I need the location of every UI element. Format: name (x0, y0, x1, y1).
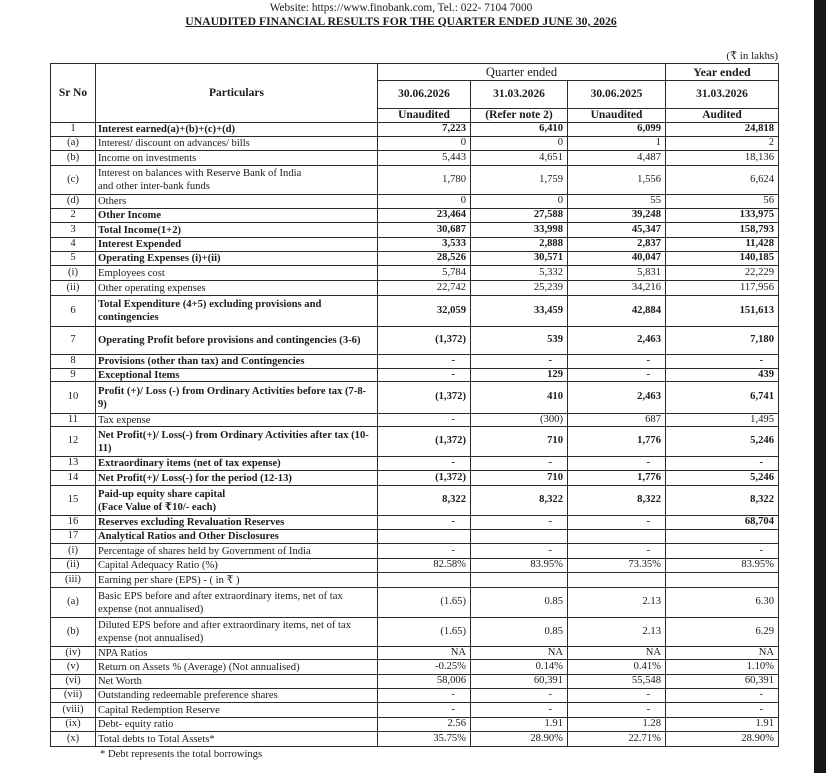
particulars-cell: Return on Assets % (Average) (Not annualised) (96, 660, 378, 675)
value-cell: - (568, 544, 666, 559)
particulars-cell: Other Income (96, 209, 378, 223)
period-date-header: 31.03.2026 (666, 81, 779, 109)
value-cell: 5,831 (568, 266, 666, 281)
sr-no-header: Sr No (51, 64, 96, 123)
value-cell: 439 (666, 369, 779, 382)
sr-no-cell: (i) (51, 266, 96, 281)
value-cell: 0 (378, 195, 471, 209)
value-cell: (300) (471, 414, 568, 427)
sr-no-cell: (a) (51, 588, 96, 618)
value-cell: 5,443 (378, 151, 471, 166)
value-cell: 18,136 (666, 151, 779, 166)
particulars-cell: Basic EPS before and after extraordinary items, net of tax expense (not annualised) (96, 588, 378, 618)
value-cell: - (471, 689, 568, 703)
value-cell: 1,776 (568, 427, 666, 457)
value-cell: - (378, 414, 471, 427)
sr-no-cell: (c) (51, 166, 96, 195)
value-cell: 140,185 (666, 252, 779, 266)
value-cell: 42,884 (568, 296, 666, 327)
value-cell: (1,372) (378, 427, 471, 457)
value-cell: 2.13 (568, 588, 666, 618)
sr-no-cell: (viii) (51, 703, 96, 718)
sr-no-cell: (iv) (51, 647, 96, 660)
value-cell: 27,588 (471, 209, 568, 223)
value-cell: 2 (666, 137, 779, 151)
value-cell: 117,956 (666, 281, 779, 296)
value-cell: 28,526 (378, 252, 471, 266)
value-cell: 6,741 (666, 382, 779, 414)
period-status-header: Unaudited (378, 109, 471, 123)
period-date-header: 30.06.2025 (568, 81, 666, 109)
value-cell: 1.28 (568, 718, 666, 732)
sr-no-cell: (ii) (51, 281, 96, 296)
sr-no-cell: 7 (51, 327, 96, 355)
value-cell: 56 (666, 195, 779, 209)
sr-no-cell: (a) (51, 137, 96, 151)
sr-no-cell: 17 (51, 530, 96, 544)
value-cell: 151,613 (666, 296, 779, 327)
particulars-cell: Interest earned(a)+(b)+(c)+(d) (96, 123, 378, 137)
particulars-cell: Interest on balances with Reserve Bank of India and other inter-bank funds (96, 166, 378, 195)
particulars-cell: Operating Expenses (i)+(ii) (96, 252, 378, 266)
sr-no-cell: (d) (51, 195, 96, 209)
particulars-cell: Provisions (other than tax) and Contingencies (96, 355, 378, 369)
value-cell: 4,651 (471, 151, 568, 166)
value-cell: 55,548 (568, 675, 666, 689)
particulars-cell: Capital Redemption Reserve (96, 703, 378, 718)
value-cell: 7,223 (378, 123, 471, 137)
value-cell: 2,888 (471, 238, 568, 252)
value-cell: 83.95% (666, 559, 779, 573)
sr-no-cell: 9 (51, 369, 96, 382)
value-cell: 22,229 (666, 266, 779, 281)
particulars-cell: Analytical Ratios and Other Disclosures (96, 530, 378, 544)
value-cell (666, 530, 779, 544)
particulars-cell: Exceptional Items (96, 369, 378, 382)
value-cell: 687 (568, 414, 666, 427)
value-cell: 0.41% (568, 660, 666, 675)
value-cell: - (378, 516, 471, 530)
value-cell: 60,391 (471, 675, 568, 689)
value-cell: 710 (471, 427, 568, 457)
value-cell: 133,975 (666, 209, 779, 223)
footnote: * Debt represents the total borrowings (100, 749, 263, 760)
value-cell: - (378, 457, 471, 471)
particulars-cell: Interest Expended (96, 238, 378, 252)
value-cell: 6,624 (666, 166, 779, 195)
value-cell: 1,776 (568, 471, 666, 486)
value-cell: 33,459 (471, 296, 568, 327)
value-cell: 0.14% (471, 660, 568, 675)
value-cell: 0 (378, 137, 471, 151)
value-cell: 1,759 (471, 166, 568, 195)
value-cell: 11,428 (666, 238, 779, 252)
value-cell: - (378, 544, 471, 559)
value-cell: 1.91 (471, 718, 568, 732)
value-cell: (1,372) (378, 471, 471, 486)
particulars-cell: Other operating expenses (96, 281, 378, 296)
value-cell: 8,322 (568, 486, 666, 516)
value-cell: 68,704 (666, 516, 779, 530)
particulars-cell: Debt- equity ratio (96, 718, 378, 732)
value-cell: - (568, 703, 666, 718)
sr-no-cell: (v) (51, 660, 96, 675)
value-cell: - (568, 516, 666, 530)
particulars-cell: Income on investments (96, 151, 378, 166)
value-cell: - (666, 457, 779, 471)
sr-no-cell: (vii) (51, 689, 96, 703)
value-cell: 1,556 (568, 166, 666, 195)
value-cell: -0.25% (378, 660, 471, 675)
value-cell: - (666, 703, 779, 718)
particulars-cell: Others (96, 195, 378, 209)
value-cell: 410 (471, 382, 568, 414)
value-cell: 158,793 (666, 223, 779, 238)
particulars-cell: Total debts to Total Assets* (96, 732, 378, 747)
value-cell: - (568, 355, 666, 369)
value-cell: 2.56 (378, 718, 471, 732)
value-cell: - (568, 457, 666, 471)
value-cell: NA (471, 647, 568, 660)
value-cell: 4,487 (568, 151, 666, 166)
value-cell: 0 (471, 195, 568, 209)
value-cell: - (378, 355, 471, 369)
value-cell: - (471, 544, 568, 559)
unit-note: (₹ in lakhs) (726, 50, 778, 62)
value-cell: - (378, 703, 471, 718)
value-cell (378, 530, 471, 544)
value-cell: 30,571 (471, 252, 568, 266)
particulars-cell: Net Worth (96, 675, 378, 689)
value-cell: 34,216 (568, 281, 666, 296)
value-cell: 22,742 (378, 281, 471, 296)
particulars-cell: Employees cost (96, 266, 378, 281)
value-cell: 6.29 (666, 618, 779, 647)
value-cell: 7,180 (666, 327, 779, 355)
value-cell: - (568, 369, 666, 382)
period-status-header: Audited (666, 109, 779, 123)
period-date-header: 30.06.2026 (378, 81, 471, 109)
value-cell: 710 (471, 471, 568, 486)
value-cell: 0.85 (471, 618, 568, 647)
value-cell: 8,322 (378, 486, 471, 516)
value-cell: 2,463 (568, 382, 666, 414)
particulars-cell: Net Profit(+)/ Loss(-) for the period (12-13) (96, 471, 378, 486)
value-cell: 83.95% (471, 559, 568, 573)
value-cell: - (568, 689, 666, 703)
value-cell: 0 (471, 137, 568, 151)
period-status-header: Unaudited (568, 109, 666, 123)
value-cell: NA (666, 647, 779, 660)
sr-no-cell: 13 (51, 457, 96, 471)
particulars-cell: Outstanding redeemable preference shares (96, 689, 378, 703)
value-cell: 1,495 (666, 414, 779, 427)
value-cell: 1,780 (378, 166, 471, 195)
value-cell: 82.58% (378, 559, 471, 573)
year-ended-header: Year ended (666, 64, 779, 81)
sr-no-cell: 3 (51, 223, 96, 238)
value-cell: 5,784 (378, 266, 471, 281)
value-cell: 23,464 (378, 209, 471, 223)
sr-no-cell: (ii) (51, 559, 96, 573)
period-date-header: 31.03.2026 (471, 81, 568, 109)
sr-no-cell: 1 (51, 123, 96, 137)
value-cell (378, 573, 471, 588)
value-cell (471, 573, 568, 588)
sr-no-cell: (b) (51, 151, 96, 166)
value-cell: 1 (568, 137, 666, 151)
value-cell: 25,239 (471, 281, 568, 296)
sr-no-cell: (i) (51, 544, 96, 559)
value-cell: (1,372) (378, 382, 471, 414)
value-cell: 33,998 (471, 223, 568, 238)
value-cell: 35.75% (378, 732, 471, 747)
value-cell: 28.90% (471, 732, 568, 747)
value-cell: 539 (471, 327, 568, 355)
value-cell (568, 530, 666, 544)
value-cell (471, 530, 568, 544)
sr-no-cell: 14 (51, 471, 96, 486)
value-cell: 39,248 (568, 209, 666, 223)
value-cell: (1.65) (378, 618, 471, 647)
sr-no-cell: 2 (51, 209, 96, 223)
value-cell: - (471, 355, 568, 369)
value-cell: 1.91 (666, 718, 779, 732)
value-cell: 5,246 (666, 471, 779, 486)
sr-no-cell: (vi) (51, 675, 96, 689)
particulars-cell: Tax expense (96, 414, 378, 427)
sr-no-cell: 12 (51, 427, 96, 457)
particulars-cell: Total Expenditure (4+5) excluding provisions and contingencies (96, 296, 378, 327)
sr-no-cell: (x) (51, 732, 96, 747)
value-cell: - (471, 457, 568, 471)
value-cell: 55 (568, 195, 666, 209)
value-cell: 0.85 (471, 588, 568, 618)
value-cell: 28.90% (666, 732, 779, 747)
particulars-cell: NPA Ratios (96, 647, 378, 660)
sr-no-cell: 6 (51, 296, 96, 327)
particulars-cell: Percentage of shares held by Government of India (96, 544, 378, 559)
document-title: UNAUDITED FINANCIAL RESULTS FOR THE QUARTER ENDED JUNE 30, 2026 (185, 15, 617, 28)
value-cell: 24,818 (666, 123, 779, 137)
particulars-cell: Net Profit(+)/ Loss(-) from Ordinary Activities after tax (10- 11) (96, 427, 378, 457)
value-cell: - (378, 369, 471, 382)
viewer-edge (814, 0, 826, 773)
value-cell: 5,332 (471, 266, 568, 281)
value-cell (568, 573, 666, 588)
value-cell: 5,246 (666, 427, 779, 457)
sr-no-cell: 4 (51, 238, 96, 252)
particulars-cell: Interest/ discount on advances/ bills (96, 137, 378, 151)
value-cell: 1.10% (666, 660, 779, 675)
value-cell: 2,463 (568, 327, 666, 355)
value-cell: - (666, 544, 779, 559)
value-cell: - (378, 689, 471, 703)
value-cell: 22.71% (568, 732, 666, 747)
sr-no-cell: 5 (51, 252, 96, 266)
contact-line: Website: https://www.finobank.com, Tel.: 022- 7104 7000 (269, 2, 533, 14)
value-cell (666, 573, 779, 588)
sr-no-cell: 16 (51, 516, 96, 530)
value-cell: 40,047 (568, 252, 666, 266)
value-cell: (1,372) (378, 327, 471, 355)
value-cell: (1.65) (378, 588, 471, 618)
sr-no-cell: 8 (51, 355, 96, 369)
quarter-ended-header: Quarter ended (378, 64, 666, 81)
particulars-cell: Profit (+)/ Loss (-) from Ordinary Activities before tax (7-8- 9) (96, 382, 378, 414)
sr-no-cell: 11 (51, 414, 96, 427)
particulars-cell: Diluted EPS before and after extraordinary items, net of tax expense (not annualised) (96, 618, 378, 647)
particulars-cell: Total Income(1+2) (96, 223, 378, 238)
particulars-cell: Earning per share (EPS) - ( in ₹ ) (96, 573, 378, 588)
value-cell: 8,322 (471, 486, 568, 516)
value-cell: 45,347 (568, 223, 666, 238)
value-cell: 32,059 (378, 296, 471, 327)
particulars-cell: Operating Profit before provisions and contingencies (3-6) (96, 327, 378, 355)
value-cell: NA (568, 647, 666, 660)
value-cell: - (471, 703, 568, 718)
particulars-cell: Capital Adequacy Ratio (%) (96, 559, 378, 573)
financial-results-table (50, 63, 779, 747)
value-cell: 2,837 (568, 238, 666, 252)
value-cell: 8,322 (666, 486, 779, 516)
sr-no-cell: (ix) (51, 718, 96, 732)
period-status-header: (Refer note 2) (471, 109, 568, 123)
value-cell: 129 (471, 369, 568, 382)
particulars-cell: Reserves excluding Revaluation Reserves (96, 516, 378, 530)
value-cell: 6.30 (666, 588, 779, 618)
value-cell: 6,099 (568, 123, 666, 137)
value-cell: - (666, 689, 779, 703)
sr-no-cell: 15 (51, 486, 96, 516)
particulars-header: Particulars (96, 64, 378, 123)
sr-no-cell: 10 (51, 382, 96, 414)
value-cell: 6,410 (471, 123, 568, 137)
particulars-cell: Paid-up equity share capital (Face Value of ₹10/- each) (96, 486, 378, 516)
value-cell: - (471, 516, 568, 530)
sr-no-cell: (b) (51, 618, 96, 647)
value-cell: 2.13 (568, 618, 666, 647)
value-cell: 73.35% (568, 559, 666, 573)
value-cell: 58,006 (378, 675, 471, 689)
particulars-cell: Extraordinary items (net of tax expense) (96, 457, 378, 471)
value-cell: 60,391 (666, 675, 779, 689)
value-cell: - (666, 355, 779, 369)
sr-no-cell: (iii) (51, 573, 96, 588)
value-cell: NA (378, 647, 471, 660)
value-cell: 3,533 (378, 238, 471, 252)
value-cell: 30,687 (378, 223, 471, 238)
